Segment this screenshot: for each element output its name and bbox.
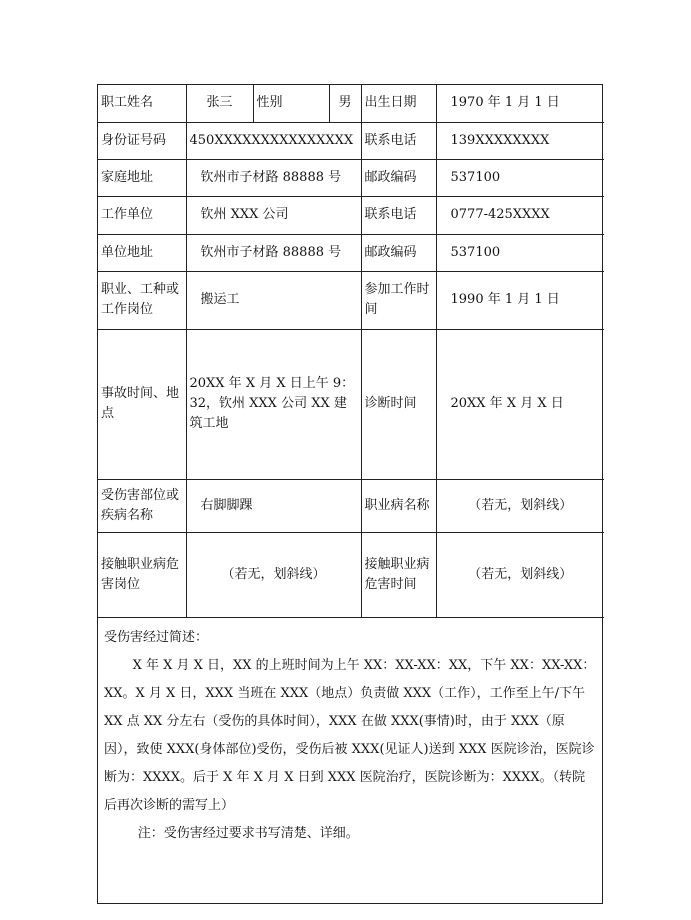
narrative-heading: 受伤害经过简述： [104,629,209,645]
employer-postcode-label: 邮政编码 [361,234,436,271]
diagnosis-value[interactable]: 20XX 年 X 月 X 日 [436,329,604,479]
postcode-value[interactable]: 537100 [436,159,604,196]
injury-value[interactable]: 右脚脚踝 [186,479,361,532]
birth-value[interactable]: 1970 年 1 月 1 日 [436,85,604,122]
employer-address-value[interactable]: 钦州市子材路 88888 号 [186,234,361,271]
injury-narrative[interactable] [98,618,602,848]
employer-value[interactable]: 钦州 XXX 公司 [186,196,361,234]
table-row [98,329,604,479]
postcode-label: 邮政编码 [361,159,436,196]
name-value[interactable]: 张三 [186,85,253,122]
exposure-time-label: 接触职业病危害时间 [361,532,436,617]
job-label: 职业、工种或工作岗位 [98,271,186,329]
employer-address-label: 单位地址 [98,234,186,271]
diagnosis-label: 诊断时间 [361,329,436,479]
disease-label: 职业病名称 [361,479,436,532]
narrative-note: 注：受伤害经过要求书写清楚、详细。 [137,825,359,841]
accident-label: 事故时间、地点 [98,329,186,479]
start-work-value[interactable]: 1990 年 1 月 1 日 [436,271,604,329]
table-row [98,122,604,159]
injury-report-form [97,84,603,904]
table-row [98,234,604,271]
gender-value[interactable]: 男 [329,85,361,122]
name-label: 职工姓名 [98,85,186,122]
exposure-value[interactable]: （若无，划斜线） [186,532,361,617]
exposure-time-value[interactable]: （若无，划斜线） [436,532,604,617]
table-row [98,85,604,122]
table-row [98,271,604,329]
narrative-body: X 年 X 月 X 日，XX 的上班时间为上午 XX：XX-XX：XX，下午 XX：XX-XX：XX。X 月 X 日，XXX 当班在 XXX（地点）负责做 XXX（工作），工作至上午/下午 XX 点 XX 分左右（受伤的具体时间），XXX 在做 XXX(事情)时，由于 XXX（原因），致使 XXX(身体部位)受伤，受伤后被 XXX(见证人)送到 XXX 医院诊治，医院诊断为：XXXX。后于 X 年 X 月 X 日到 XXX 医院治疗，医院诊断为：XXXX。（转院后再次诊断的需写上） [104,657,596,813]
id-value[interactable]: 450XXXXXXXXXXXXXXX [186,122,361,159]
injury-label: 受伤害部位或疾病名称 [98,479,186,532]
home-address-value[interactable]: 钦州市子材路 88888 号 [186,159,361,196]
job-value[interactable]: 搬运工 [186,271,361,329]
table-row [98,532,604,617]
employer-label: 工作单位 [98,196,186,234]
disease-value[interactable]: （若无，划斜线） [436,479,604,532]
id-label: 身份证号码 [98,122,186,159]
table-row [98,159,604,196]
phone-label: 联系电话 [361,122,436,159]
accident-value[interactable]: 20XX 年 X 月 X 日上午 9：32，钦州 XXX 公司 XX 建筑工地 [186,329,361,479]
info-table [98,85,604,618]
phone-value[interactable]: 139XXXXXXXX [436,122,604,159]
gender-label: 性别 [253,85,329,122]
employer-phone-value[interactable]: 0777-425XXXX [436,196,604,234]
start-work-label: 参加工作时间 [361,271,436,329]
table-row [98,196,604,234]
home-address-label: 家庭地址 [98,159,186,196]
birth-label: 出生日期 [361,85,436,122]
table-row [98,479,604,532]
employer-phone-label: 联系电话 [361,196,436,234]
employer-postcode-value[interactable]: 537100 [436,234,604,271]
exposure-label: 接触职业病危害岗位 [98,532,186,617]
